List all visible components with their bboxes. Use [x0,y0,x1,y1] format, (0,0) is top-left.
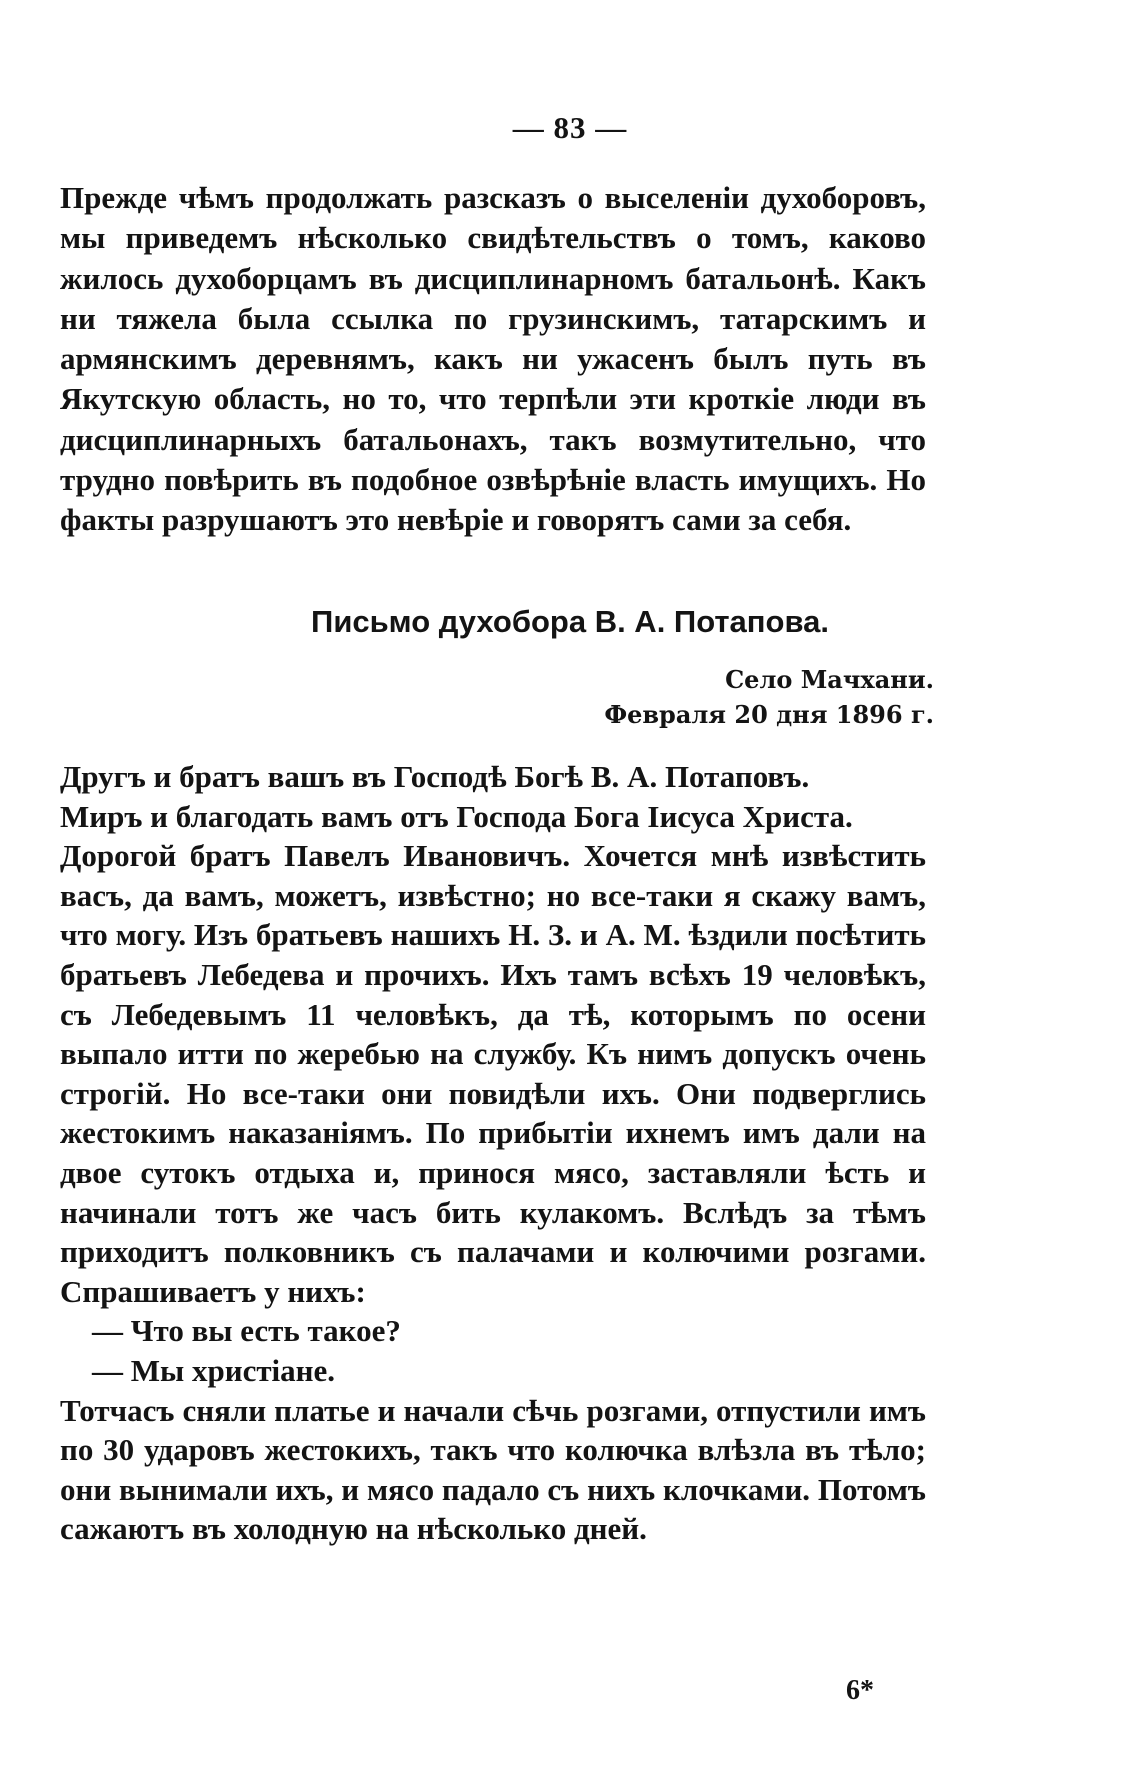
place-date-block [604,662,934,732]
letter-body [60,757,926,1549]
greeting-line-2: Миръ и благодать вамъ отъ Господа Бога Iисуса Христа. [60,798,853,834]
letter-paragraph-2: Тотчасъ сняли платье и начали сѣчь розгами, отпустили имъ по 30 ударовъ жестокихъ, такъ что колючка влѣзла въ тѣло; они вынимали ихъ, и мясо падало съ нихъ клочками. Потомъ сажаютъ въ холодную на нѣсколько дней. [60,1392,926,1547]
letter-paragraph-1: Дорогой братъ Павелъ Ивановичъ. Хочется мнѣ извѣстить васъ, да вамъ, можетъ, извѣстно; но все-таки я скажу вамъ, что могу. Изъ братьевъ нашихъ Н. З. и А. М. ѣздили посѣтить братьевъ Лебедева и прочихъ. Ихъ тамъ всѣхъ 19 человѣкъ, съ Лебедевымъ 11 человѣкъ, да тѣ, которымъ по осени выпало итти по жеребью на службу. Къ нимъ допускъ очень строгiй. Но все-таки они повидѣли ихъ. Они подверглись жестокимъ наказанiямъ. По прибытiи ихнемъ имъ дали на двое сутокъ отдыха и, принося мясо, заставляли ѣсть и начинали тотъ же часъ бить кулакомъ. Вслѣдъ за тѣмъ приходитъ полковникъ съ палачами и колючими розгами. Спрашиваетъ у нихъ: [60,838,926,1309]
letter-date: Февраля 20 дня 1896 г. [604,700,934,729]
printer-signature-mark: 6* [846,1675,874,1706]
dialogue-question: — Что вы есть такое? [92,1313,401,1349]
intro-paragraph: Прежде чѣмъ продолжать разсказъ о выселенiи духоборовъ, мы приведемъ нѣсколько свидѣтельствъ о томъ, каково жилось духоборцамъ въ дисциплинарномъ батальонѣ. Какъ ни тяжела была ссылка по грузинскимъ, татарскимъ и армянскимъ деревнямъ, какъ ни ужасенъ былъ путь въ Якутскую область, но то, что терпѣли эти кроткiе люди въ дисциплинарныхъ батальонахъ, такъ возмутительно, что трудно повѣрить въ подобное озвѣрѣнiе власть имущихъ. Но факты разрушаютъ это невѣрiе и говорятъ сами за себя. [60,180,926,538]
dialogue-answer: — Мы христiане. [92,1352,336,1388]
letter-title: Письмо духобора В. А. Потапова. [311,604,829,639]
page-number: — 83 — [512,110,628,145]
letter-place: Село Мачхани. [725,665,934,694]
greeting-line-1: Другъ и братъ вашъ въ Господѣ Богѣ В. А. Потаповъ. [60,759,810,794]
